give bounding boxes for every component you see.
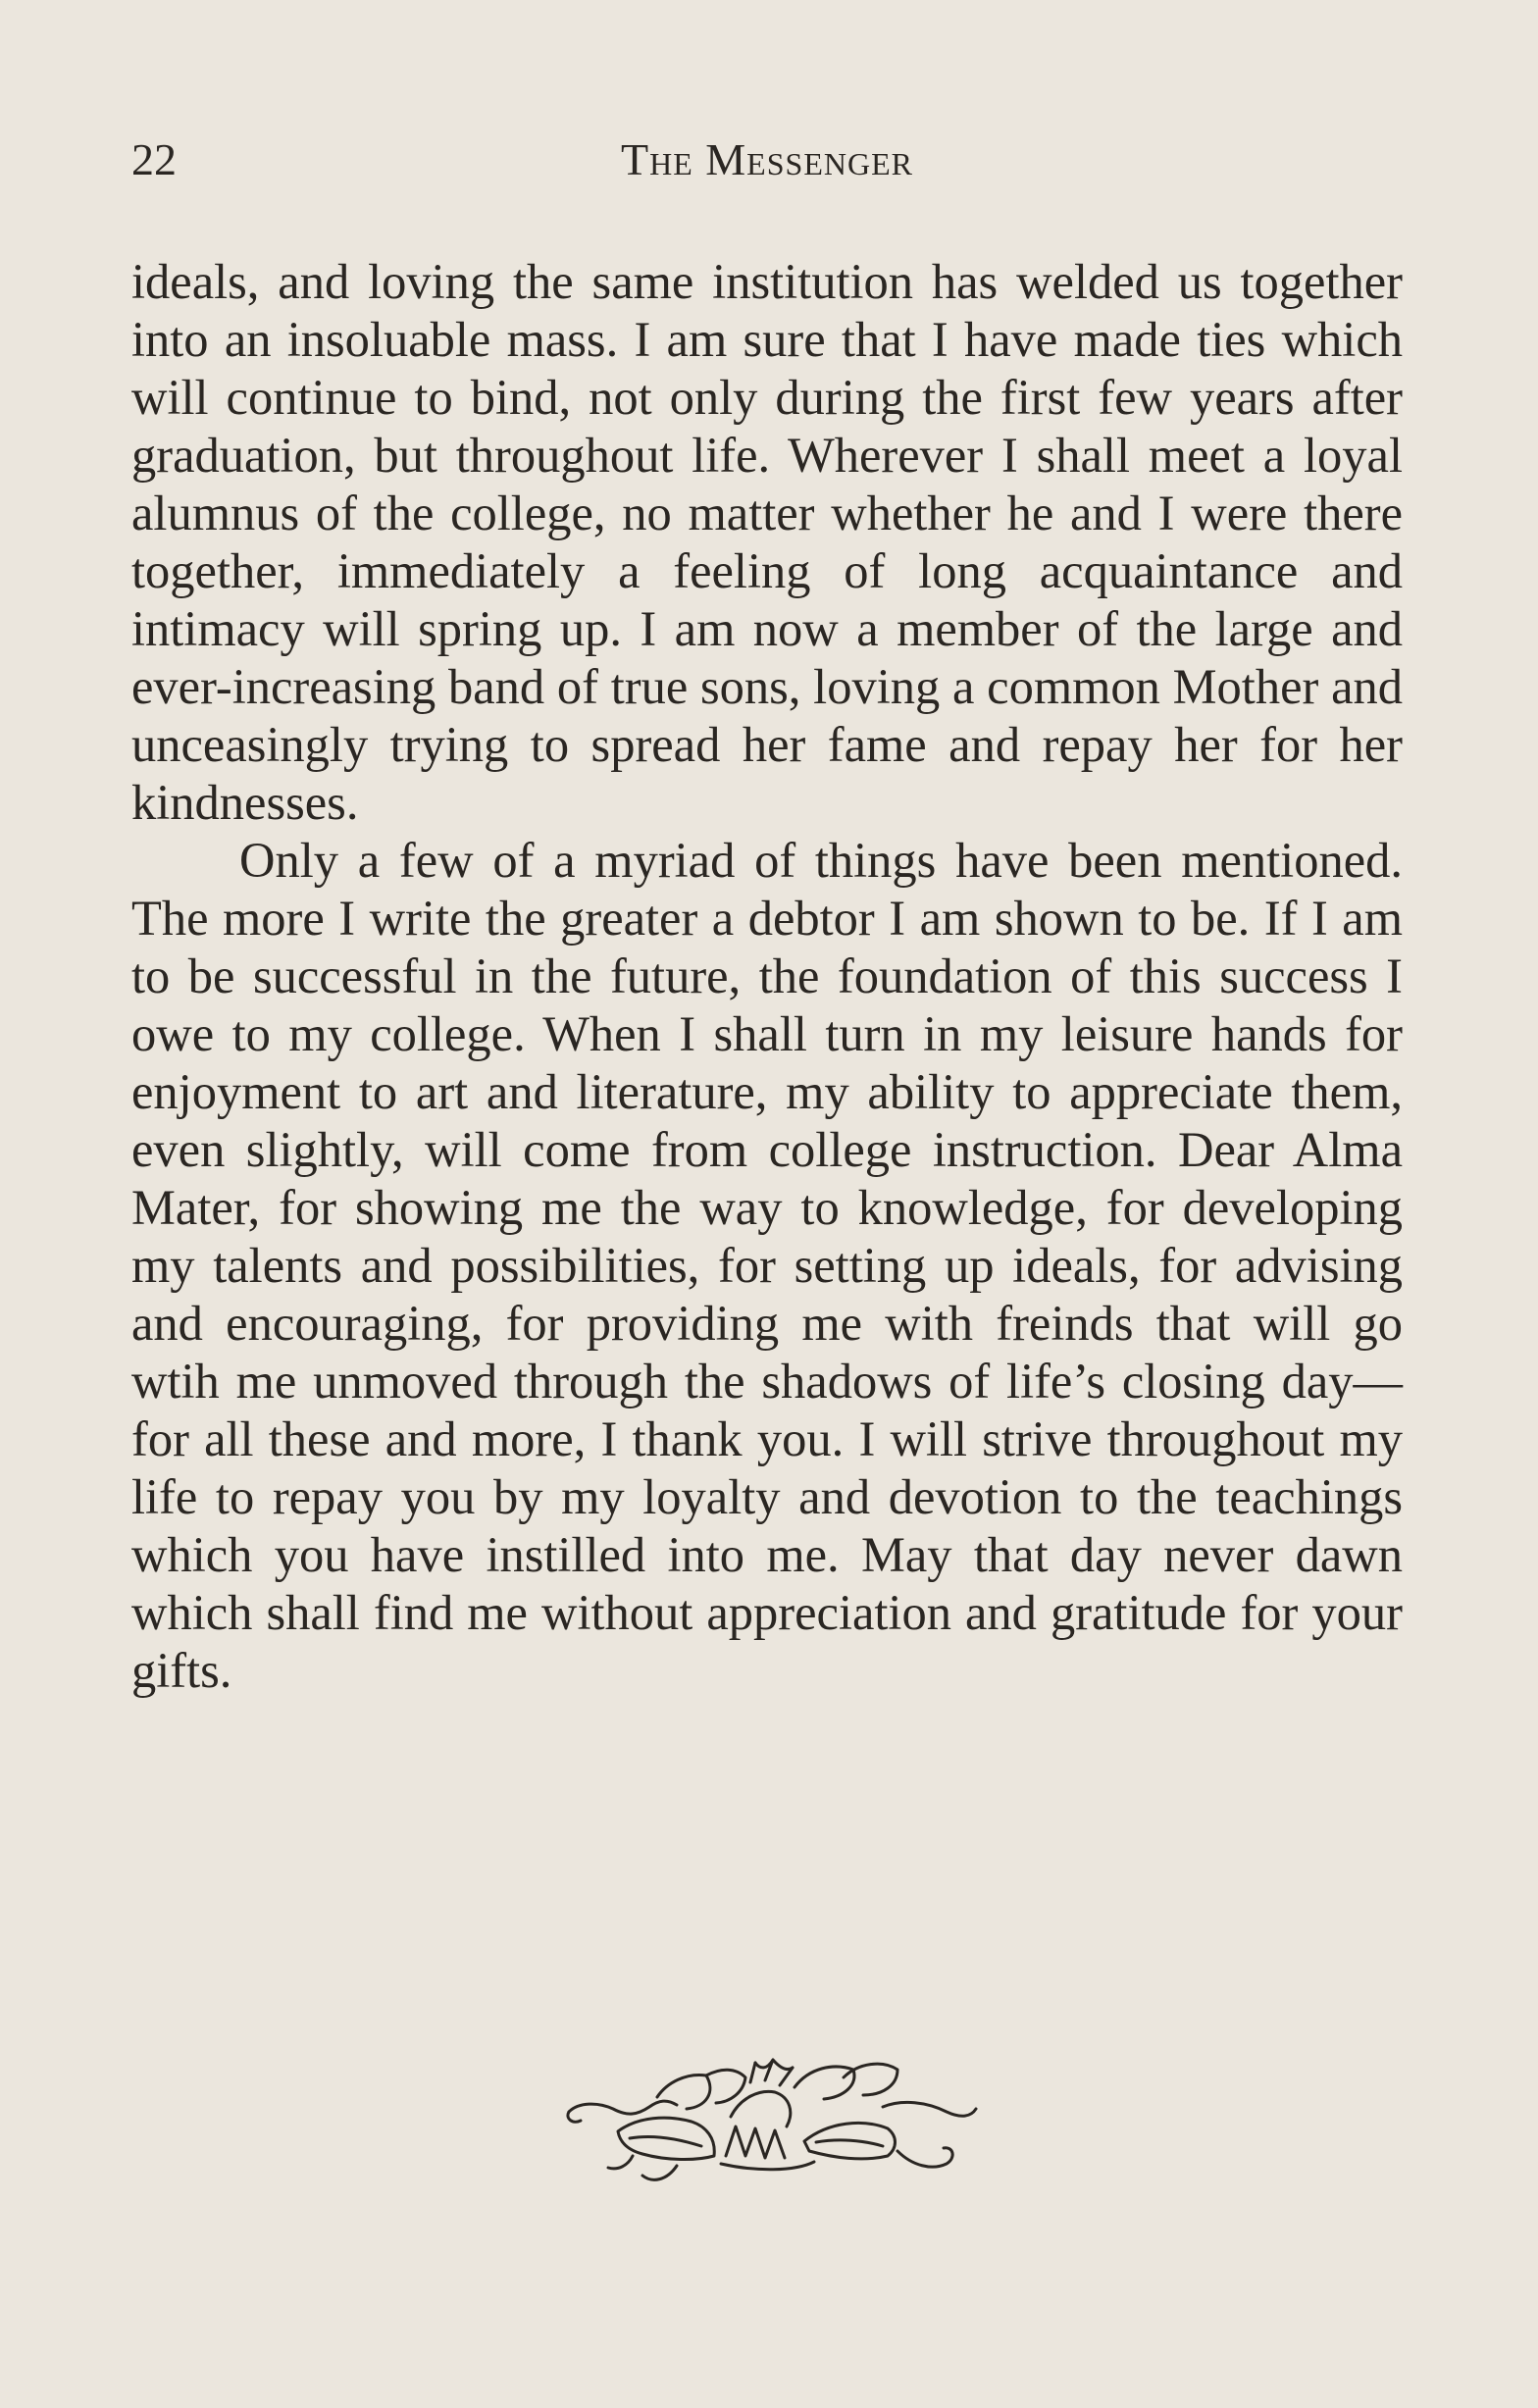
running-head — [131, 126, 1403, 194]
journal-title: The Messenger — [621, 134, 913, 184]
paragraph: Only a few of a myriad of things have been mentioned. The more I write the greater a debtor I am shown to be. If I am to be successful in the future, the foundation of this success I owe to my college. When I shall turn in my leisure hands for enjoyment to art and literature, my ability to appreciate them, even slightly, will come from college instruction. Dear Alma Mater, for showing me the way to knowledge, for developing my talents and possibilities, for setting up ideals, for advising and encouraging, for providing me with freinds that will go wtih me unmoved through the shadows of life’s closing day—for all these and more, I thank you. I will strive throughout my life to repay you by my loyalty and devotion to the teachings which you have instilled into me. May that day never dawn which shall find me without appreciation and gratitude for your gifts. — [131, 833, 1403, 1698]
paragraph: ideals, and loving the same institution has welded us together into an insoluable mass. I am sure that I have made ties which will continue to bind, not only during the first few years after graduation, but throughout life. Wherever I shall meet a loyal alumnus of the college, no matter whether he and I were there together, immediately a feeling of long acquaintance and intimacy will spring up. I am now a member of the large and ever-increasing band of true sons, loving a common Mother and unceasingly trying to spread her fame and repay her for her kindnesses. — [131, 254, 1403, 830]
page-number: 22 — [131, 134, 177, 184]
article-body — [131, 253, 1403, 1700]
floral-ornament-icon — [559, 2048, 981, 2195]
